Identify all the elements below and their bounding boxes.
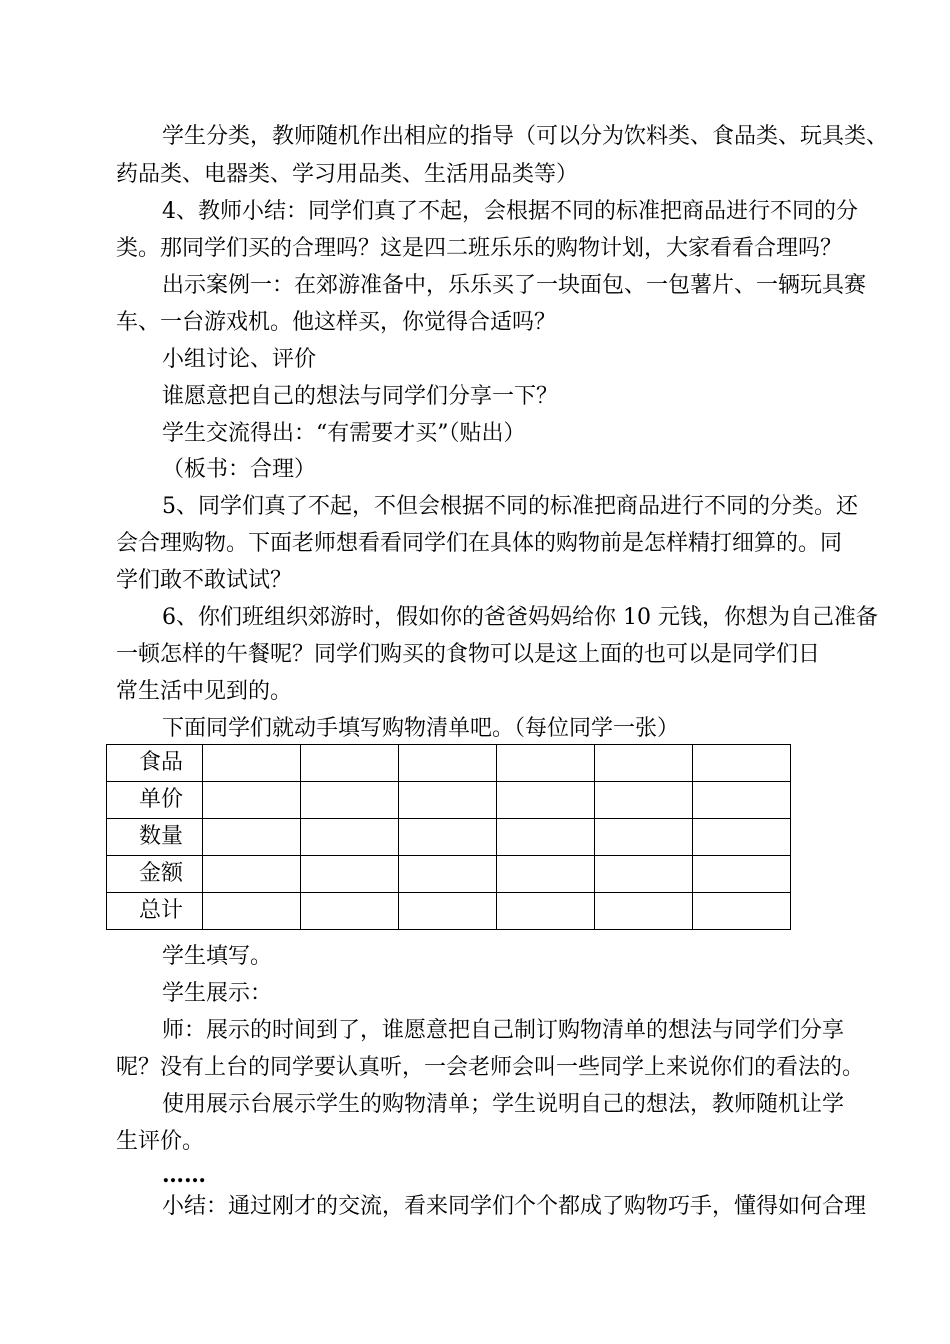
empty-cell: [203, 745, 301, 782]
empty-cell: [301, 819, 399, 856]
empty-cell: [301, 782, 399, 819]
empty-cell: [301, 856, 399, 893]
empty-cell: [399, 819, 497, 856]
paragraph-line: 4、教师小结：同学们真了不起，会根据不同的标准把商品进行不同的分: [162, 199, 858, 224]
paragraph-line: 小结：通过刚才的交流，看来同学们个个都成了购物巧手，懂得如何合理: [162, 1194, 867, 1219]
paragraph-line: 会合理购物。下面老师想看看同学们在具体的购物前是怎样精打细算的。同: [116, 531, 843, 556]
empty-cell: [497, 745, 595, 782]
empty-cell: [301, 893, 399, 930]
paragraph-line: 学生展示：: [162, 981, 273, 1006]
empty-cell: [693, 782, 791, 819]
empty-cell: [399, 745, 497, 782]
empty-cell: [693, 856, 791, 893]
paragraph-line: 类。那同学们买的合理吗？这是四二班乐乐的购物计划，大家看看合理吗？: [116, 236, 843, 261]
paragraph-line: 药品类、电器类、学习用品类、生活用品类等）: [116, 162, 579, 187]
empty-cell: [497, 819, 595, 856]
ellipsis-line: ……: [162, 1162, 206, 1188]
row-label: 食品: [107, 745, 203, 782]
paragraph-line: 车、一台游戏机。他这样买，你觉得合适吗？: [116, 310, 557, 335]
empty-cell: [203, 782, 301, 819]
empty-cell: [497, 893, 595, 930]
paragraph-line: 师：展示的时间到了，谁愿意把自己制订购物清单的想法与同学们分享: [162, 1018, 845, 1043]
paragraph-line: 学生填写。: [162, 944, 273, 969]
paragraph-line: 一顿怎样的午餐呢？同学们购买的食物可以是这上面的也可以是同学们日: [116, 642, 821, 667]
paragraph-line: 谁愿意把自己的想法与同学们分享一下？: [162, 384, 559, 409]
shopping-list-table: [106, 744, 791, 930]
paragraph-line: 下面同学们就动手填写购物清单吧。（每位同学一张）: [162, 716, 680, 741]
empty-cell: [399, 856, 497, 893]
table-row: [107, 893, 791, 930]
empty-cell: [693, 893, 791, 930]
empty-cell: [399, 782, 497, 819]
paragraph-line: 学生交流得出：“有需要才买”（贴出）: [162, 421, 526, 446]
empty-cell: [595, 745, 693, 782]
paragraph-line: 使用展示台展示学生的购物清单；学生说明自己的想法，教师随机让学: [162, 1092, 845, 1117]
empty-cell: [203, 819, 301, 856]
paragraph-line: 学们敢不敢试试？: [116, 568, 293, 593]
paragraph-line: 出示案例一：在郊游准备中，乐乐买了一块面包、一包薯片、一辆玩具赛: [162, 273, 867, 298]
table-row: [107, 782, 791, 819]
paragraph-line: 学生分类，教师随机作出相应的指导（可以分为饮料类、食品类、玩具类、: [162, 124, 889, 149]
empty-cell: [497, 782, 595, 819]
empty-cell: [693, 745, 791, 782]
empty-cell: [203, 893, 301, 930]
empty-cell: [595, 782, 693, 819]
table-row: [107, 856, 791, 893]
row-label: 金额: [107, 856, 203, 893]
empty-cell: [595, 893, 693, 930]
empty-cell: [595, 819, 693, 856]
paragraph-line: （板书：合理）: [162, 457, 317, 482]
table-row: [107, 745, 791, 782]
paragraph-line: 常生活中见到的。: [116, 679, 293, 704]
paragraph-line: 6、你们班组织郊游时，假如你的爸爸妈妈给你 10 元钱，你想为自己准备: [162, 605, 878, 630]
paragraph-line: 呢？没有上台的同学要认真听，一会老师会叫一些同学上来说你们的看法的。: [116, 1055, 865, 1080]
empty-cell: [693, 819, 791, 856]
paragraph-line: 生评价。: [116, 1129, 205, 1154]
paragraph-line: 小组讨论、评价: [162, 347, 317, 372]
empty-cell: [497, 856, 595, 893]
row-label: 单价: [107, 782, 203, 819]
paragraph-line: 5、同学们真了不起，不但会根据不同的标准把商品进行不同的分类。还: [162, 494, 858, 519]
empty-cell: [399, 893, 497, 930]
table-row: [107, 819, 791, 856]
empty-cell: [203, 856, 301, 893]
row-label: 数量: [107, 819, 203, 856]
row-label: 总计: [107, 893, 203, 930]
empty-cell: [595, 856, 693, 893]
empty-cell: [301, 745, 399, 782]
